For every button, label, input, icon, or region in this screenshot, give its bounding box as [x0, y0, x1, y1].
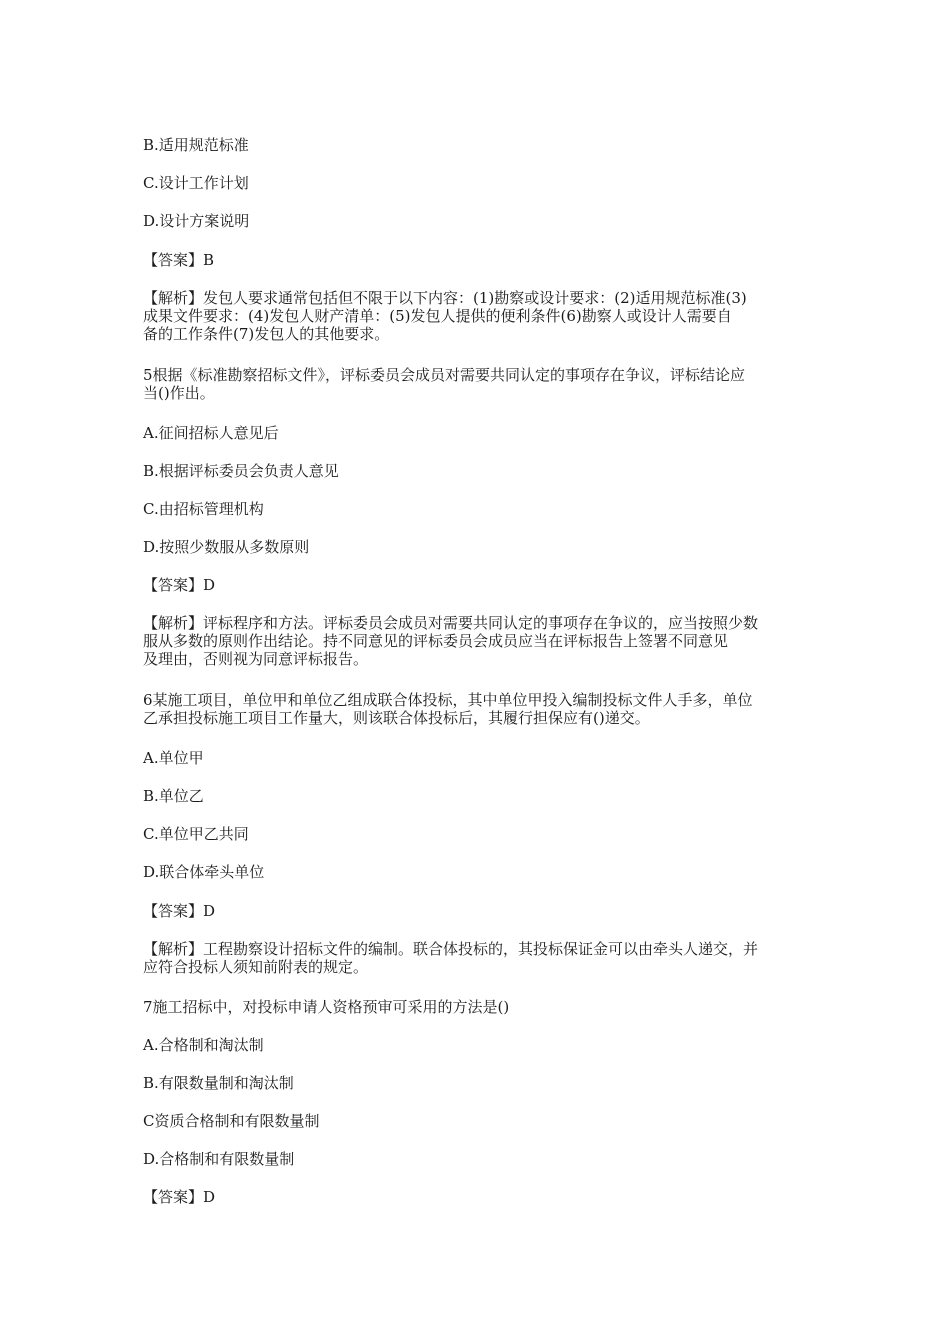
option-b-prev: B.适用规范标准 [143, 136, 249, 154]
q6-explanation [143, 940, 813, 976]
q5-explanation [143, 614, 813, 668]
q6-answer: 【答案】D [143, 902, 216, 920]
q7-option-c: C资质合格制和有限数量制 [143, 1112, 320, 1130]
question-line: 5根据《标准勘察招标文件》，评标委员会成员对需要共同认定的事项存在争议，评标结论应 [143, 366, 746, 384]
q7-option-b: B.有限数量制和淘汰制 [143, 1074, 294, 1092]
question-line: 6某施工项目，单位甲和单位乙组成联合体投标，其中单位甲投入编制投标文件人手多，单位 [143, 691, 753, 709]
question-6 [143, 691, 813, 727]
q5-option-a: A.征间招标人意见后 [143, 424, 279, 442]
question-5 [143, 366, 813, 402]
option-d-prev: D.设计方案说明 [143, 212, 250, 230]
q6-option-b: B.单位乙 [143, 787, 204, 805]
q7-option-d: D.合格制和有限数量制 [143, 1150, 295, 1168]
explanation-line: 【解析】发包人要求通常包括但不限于以下内容：(1)勘察或设计要求：(2)适用规范标准(3) [143, 289, 747, 307]
question-line: 当()作出。 [143, 384, 215, 402]
explanation-line: 【解析】工程勘察设计招标文件的编制。联合体投标的，其投标保证金可以由牵头人递交，并 [143, 940, 759, 958]
answer-prev: 【答案】B [143, 251, 215, 269]
q6-option-d: D.联合体牵头单位 [143, 863, 265, 881]
q6-option-a: A.单位甲 [143, 749, 204, 767]
q6-option-c: C.单位甲乙共同 [143, 825, 249, 843]
explanation-line: 【解析】评标程序和方法。评标委员会成员对需要共同认定的事项存在争议的，应当按照少数 [143, 614, 759, 632]
option-c-prev: C.设计工作计划 [143, 174, 249, 192]
explanation-line: 备的工作条件(7)发包人的其他要求。 [143, 325, 390, 343]
explanation-line: 成果文件要求：(4)发包人财产清单：(5)发包人提供的便利条件(6)勘察人或设计人需要自 [143, 307, 732, 325]
explanation-line: 服从多数的原则作出结论。持不同意见的评标委员会成员应当在评标报告上签署不同意见 [143, 632, 729, 650]
question-line: 乙承担投标施工项目工作量大，则该联合体投标后，其履行担保应有()递交。 [143, 709, 650, 727]
q7-option-a: A.合格制和淘汰制 [143, 1036, 264, 1054]
q7-answer: 【答案】D [143, 1188, 216, 1206]
explanation-line: 及理由，否则视为同意评标报告。 [143, 650, 369, 668]
explanation-prev [143, 289, 813, 343]
q5-option-b: B.根据评标委员会负责人意见 [143, 462, 339, 480]
q5-option-c: C.由招标管理机构 [143, 500, 264, 518]
explanation-line: 应符合投标人须知前附表的规定。 [143, 958, 369, 976]
question-7: 7施工招标中，对投标申请人资格预审可采用的方法是() [143, 998, 510, 1016]
q5-answer: 【答案】D [143, 576, 216, 594]
q5-option-d: D.按照少数服从多数原则 [143, 538, 310, 556]
